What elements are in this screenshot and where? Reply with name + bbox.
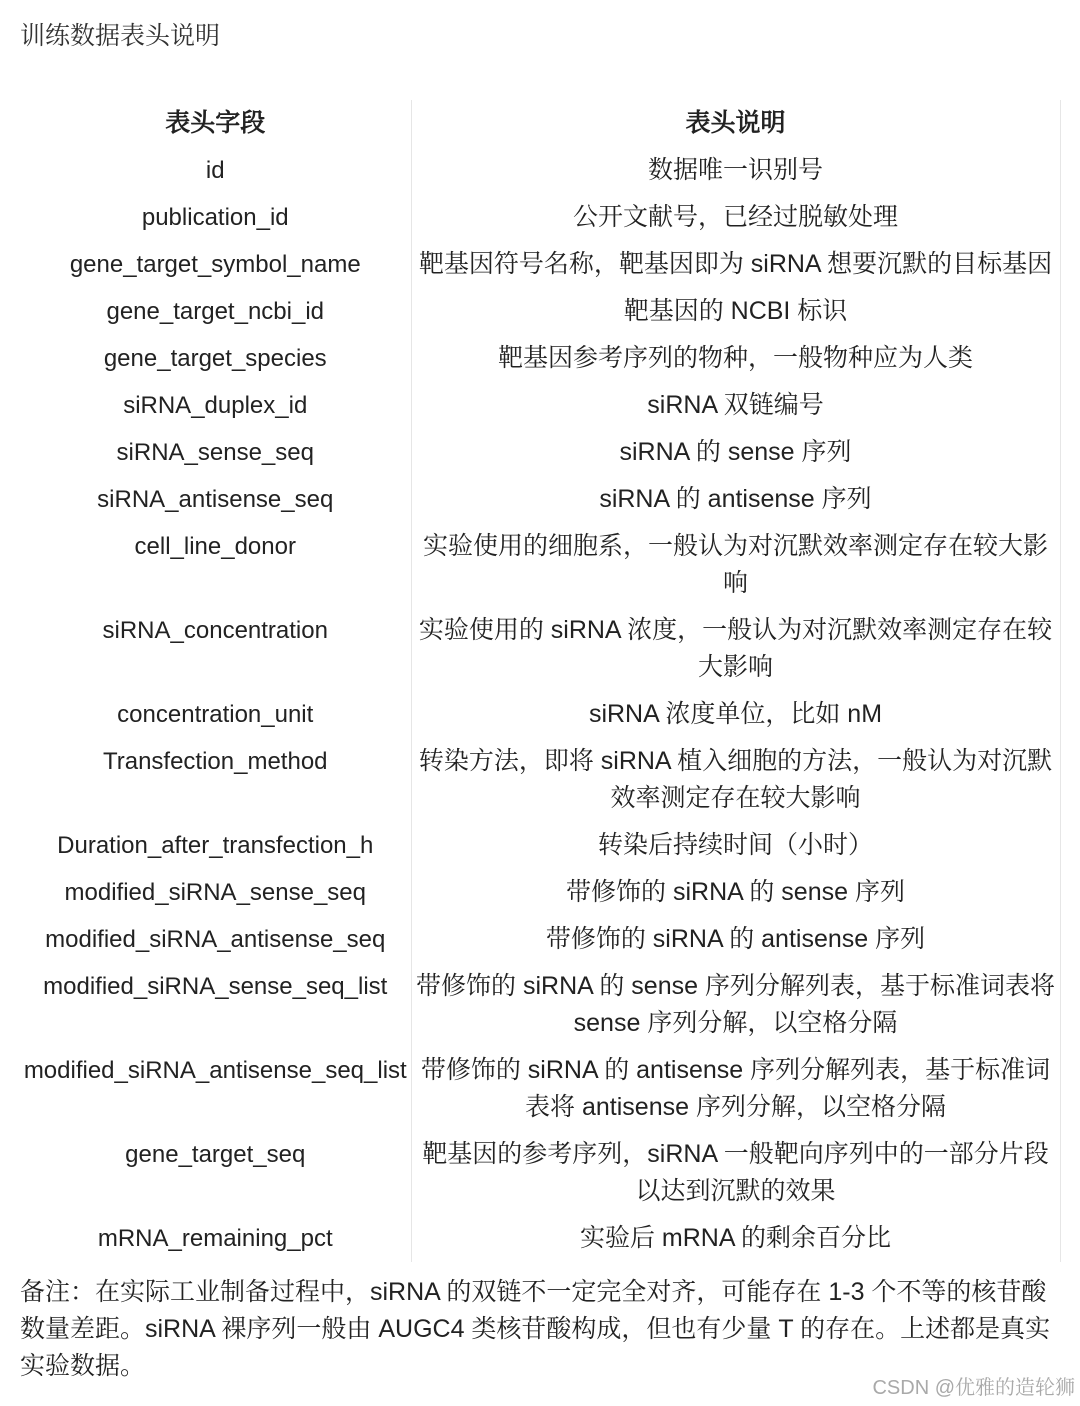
table-row — [20, 1047, 1060, 1131]
table-row — [20, 429, 1060, 476]
table-row — [20, 869, 1060, 916]
field-description-cell: 数据唯一识别号 — [411, 147, 1060, 194]
field-name-cell: siRNA_antisense_seq — [20, 476, 411, 523]
field-name-cell: gene_target_symbol_name — [20, 241, 411, 288]
field-name-cell: siRNA_concentration — [20, 607, 411, 691]
field-description-cell: 转染后持续时间（小时） — [411, 822, 1060, 869]
field-description-cell: 带修饰的 siRNA 的 antisense 序列 — [411, 916, 1060, 963]
field-description-cell: 实验使用的细胞系，一般认为对沉默效率测定存在较大影响 — [411, 523, 1060, 607]
field-description-cell: 实验后 mRNA 的剩余百分比 — [411, 1215, 1060, 1262]
table-row — [20, 738, 1060, 822]
page-title: 训练数据表头说明 — [20, 22, 221, 50]
field-name-cell: publication_id — [20, 194, 411, 241]
field-name-cell: id — [20, 147, 411, 194]
field-name-cell: siRNA_duplex_id — [20, 382, 411, 429]
field-description-cell: 靶基因符号名称，靶基因即为 siRNA 想要沉默的目标基因 — [411, 241, 1060, 288]
table-row — [20, 607, 1060, 691]
table-row — [20, 288, 1060, 335]
field-description-cell: 靶基因的参考序列，siRNA 一般靶向序列中的一部分片段以达到沉默的效果 — [411, 1131, 1060, 1215]
field-description-cell: siRNA 的 sense 序列 — [411, 429, 1060, 476]
field-description-cell: 带修饰的 siRNA 的 sense 序列 — [411, 869, 1060, 916]
table-row — [20, 476, 1060, 523]
field-description-cell: 靶基因参考序列的物种，一般物种应为人类 — [411, 335, 1060, 382]
watermark: CSDN @优雅的造轮狮 — [872, 1377, 1075, 1399]
table-header-row — [20, 100, 1060, 147]
field-name-cell: mRNA_remaining_pct — [20, 1215, 411, 1262]
header-cell-description: 表头说明 — [411, 100, 1060, 147]
field-name-cell: gene_target_ncbi_id — [20, 288, 411, 335]
table-row — [20, 147, 1060, 194]
table-row — [20, 241, 1060, 288]
field-description-cell: 靶基因的 NCBI 标识 — [411, 288, 1060, 335]
field-name-cell: Transfection_method — [20, 738, 411, 822]
header-description-table — [20, 100, 1061, 1262]
field-description-cell: siRNA 浓度单位，比如 nM — [411, 691, 1060, 738]
field-name-cell: cell_line_donor — [20, 523, 411, 607]
table-row — [20, 194, 1060, 241]
table-row — [20, 963, 1060, 1047]
field-description-cell: 实验使用的 siRNA 浓度，一般认为对沉默效率测定存在较大影响 — [411, 607, 1060, 691]
header-cell-field: 表头字段 — [20, 100, 411, 147]
field-name-cell: gene_target_species — [20, 335, 411, 382]
field-name-cell: gene_target_seq — [20, 1131, 411, 1215]
field-name-cell: modified_siRNA_antisense_seq — [20, 916, 411, 963]
field-description-cell: 公开文献号，已经过脱敏处理 — [411, 194, 1060, 241]
table-body — [20, 147, 1060, 1262]
field-name-cell: concentration_unit — [20, 691, 411, 738]
field-name-cell: modified_siRNA_sense_seq — [20, 869, 411, 916]
field-name-cell: modified_siRNA_sense_seq_list — [20, 963, 411, 1047]
table-row — [20, 382, 1060, 429]
table-row — [20, 916, 1060, 963]
table-row — [20, 691, 1060, 738]
field-description-cell: siRNA 双链编号 — [411, 382, 1060, 429]
field-description-cell: 带修饰的 siRNA 的 sense 序列分解列表，基于标准词表将 sense 序列分解，以空格分隔 — [411, 963, 1060, 1047]
field-name-cell: modified_siRNA_antisense_seq_list — [20, 1047, 411, 1131]
field-description-cell: siRNA 的 antisense 序列 — [411, 476, 1060, 523]
table-row — [20, 822, 1060, 869]
field-description-cell: 转染方法，即将 siRNA 植入细胞的方法，一般认为对沉默效率测定存在较大影响 — [411, 738, 1060, 822]
table-row — [20, 335, 1060, 382]
field-name-cell: Duration_after_transfection_h — [20, 822, 411, 869]
table-row — [20, 1215, 1060, 1262]
field-description-cell: 带修饰的 siRNA 的 antisense 序列分解列表，基于标准词表将 antisense 序列分解，以空格分隔 — [411, 1047, 1060, 1131]
table-row — [20, 1131, 1060, 1215]
field-name-cell: siRNA_sense_seq — [20, 429, 411, 476]
table-row — [20, 523, 1060, 607]
note-paragraph: 备注：在实际工业制备过程中，siRNA 的双链不一定完全对齐，可能存在 1-3 个不等的核苷酸数量差距。siRNA 裸序列一般由 AUGC4 类核苷酸构成，但也有少量 T 的存在。上述都是真实实验数据。 — [20, 1278, 1051, 1380]
